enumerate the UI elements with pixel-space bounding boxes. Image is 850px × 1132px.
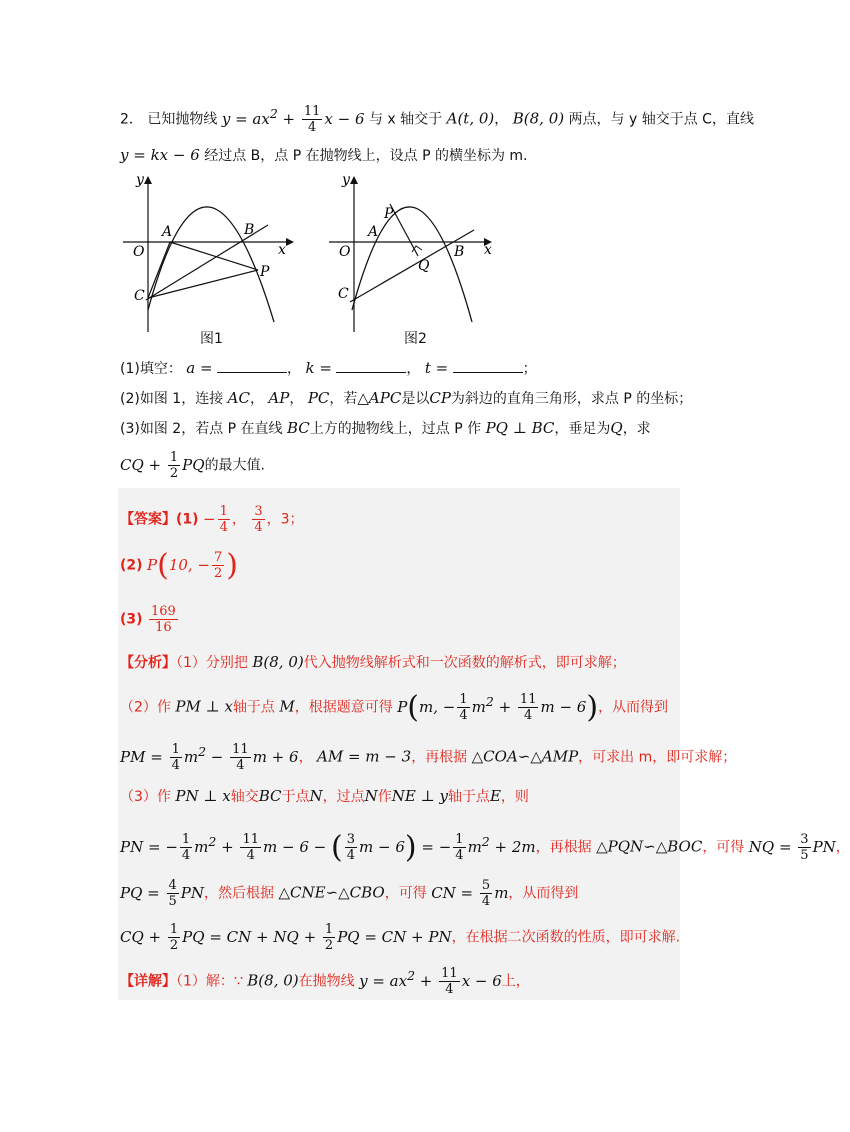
svg-text:B: B — [454, 244, 465, 260]
answer-line-3: (3) $\frac{169}{16}$ — [120, 604, 176, 635]
answer-tag: 【答案】 — [120, 511, 176, 528]
answer-line-1: 【答案】(1) − $\frac{1}{4}$ ， $\frac{3}{4}$ ，3； — [120, 504, 304, 535]
analysis-line-5: PN = − $\frac{1}{4}$ $m^2$ + $\frac{11}{4}$ m − 6 − ( $\frac{3}{4}$ m − 6) = − $\frac{1}{4}$ $m^2 + 2m$，再根据 △PQN∽△BOC，可得 NQ = $\frac{3}{5}$ PN， — [120, 829, 850, 865]
analysis-line-2: （2）作 PM ⊥ x轴于点 M，根据题意可得 P(m, − $\frac{1}{4}$ $m^2$ + $\frac{11}{4}$ m − 6)，从而得到 — [120, 689, 669, 725]
analysis-line-3: PM = $\frac{1}{4}$ $m^2$ − $\frac{11}{4}$ m + 6， AM = m − 3，再根据 △COA∽△AMP，可求出 m，即可求解； — [120, 742, 737, 773]
question-2: (2)如图 1，连接 AC， AP， PC，若△APC是以CP为斜边的直角三角形，求点 P 的坐标； — [120, 389, 693, 407]
svg-text:B: B — [244, 222, 255, 238]
figure-2-caption: 图2 — [404, 331, 427, 347]
analysis-line-7: CQ + $\frac{1}{2}$ PQ = CN + NQ + $\frac{1}{2}$ PQ = CN + PN，在根据二次函数的性质，即可求解. — [120, 922, 681, 953]
question-3: (3)如图 2，若点 P 在直线 BC上方的抛物线上，过点 P 作 PQ ⊥ BC，垂足为Q，求 — [120, 419, 651, 437]
blank-k[interactable] — [336, 360, 406, 373]
svg-text:P: P — [260, 264, 270, 280]
problem-number: 2． — [120, 111, 143, 128]
svg-text:A: A — [368, 224, 379, 240]
svg-text:O: O — [339, 244, 351, 260]
figure-2 — [324, 170, 504, 350]
svg-text:x: x — [484, 242, 492, 258]
question-3-expression: CQ + $\frac{1}{2}$ PQ的最大值. — [120, 450, 266, 481]
svg-text:Q: Q — [418, 258, 430, 274]
analysis-line-1: 【分析】（1）分别把 B(8, 0)代入抛物线解析式和一次函数的解析式，即可求解； — [120, 653, 626, 671]
svg-text:y: y — [136, 172, 144, 188]
parabola-equation: $y = ax^2$ + $\frac{11}{4}$ x − 6 — [221, 104, 365, 135]
blank-a[interactable] — [217, 360, 287, 373]
analysis-line-4: （3）作 PN ⊥ x轴交BC于点N，过点N作NE ⊥ y轴于点E，则 — [120, 787, 529, 805]
figure-1 — [118, 170, 298, 350]
problem-line-1: 2． 已知抛物线 $y = ax^2$ + $\frac{11}{4}$ x − 6 与 x 轴交于 A(t, 0)， B(8, 0) 两点，与 y 轴交于点 C，直线 — [120, 104, 754, 135]
answer-line-2: (2) P(10, − $\frac{7}{2}$ ) — [120, 547, 239, 583]
svg-text:A: A — [162, 224, 173, 240]
svg-text:x: x — [278, 242, 286, 258]
line-equation: y = kx − 6 — [120, 146, 200, 164]
detail-line-1: 【详解】（1）解：∵ B(8, 0)在抛物线 $y = ax^2$ + $\frac{11}{4}$ x − 6上， — [120, 966, 530, 997]
analysis-line-6: PQ = $\frac{4}{5}$ PN，然后根据 △CNE∽△CBO，可得 CN = $\frac{5}{4}$ m，从而得到 — [120, 878, 579, 909]
svg-text:O: O — [133, 244, 145, 260]
svg-text:C: C — [338, 286, 349, 302]
svg-text:P: P — [384, 206, 394, 222]
problem-line-2: y = kx − 6 经过点 B，点 P 在抛物线上，设点 P 的横坐标为 m. — [120, 146, 528, 164]
svg-text:C: C — [134, 288, 145, 304]
svg-text:y: y — [342, 172, 350, 188]
blank-t[interactable] — [453, 360, 523, 373]
figure-1-caption: 图1 — [200, 331, 223, 347]
question-1: (1)填空： a = ， k = ， t = ； — [120, 359, 537, 377]
